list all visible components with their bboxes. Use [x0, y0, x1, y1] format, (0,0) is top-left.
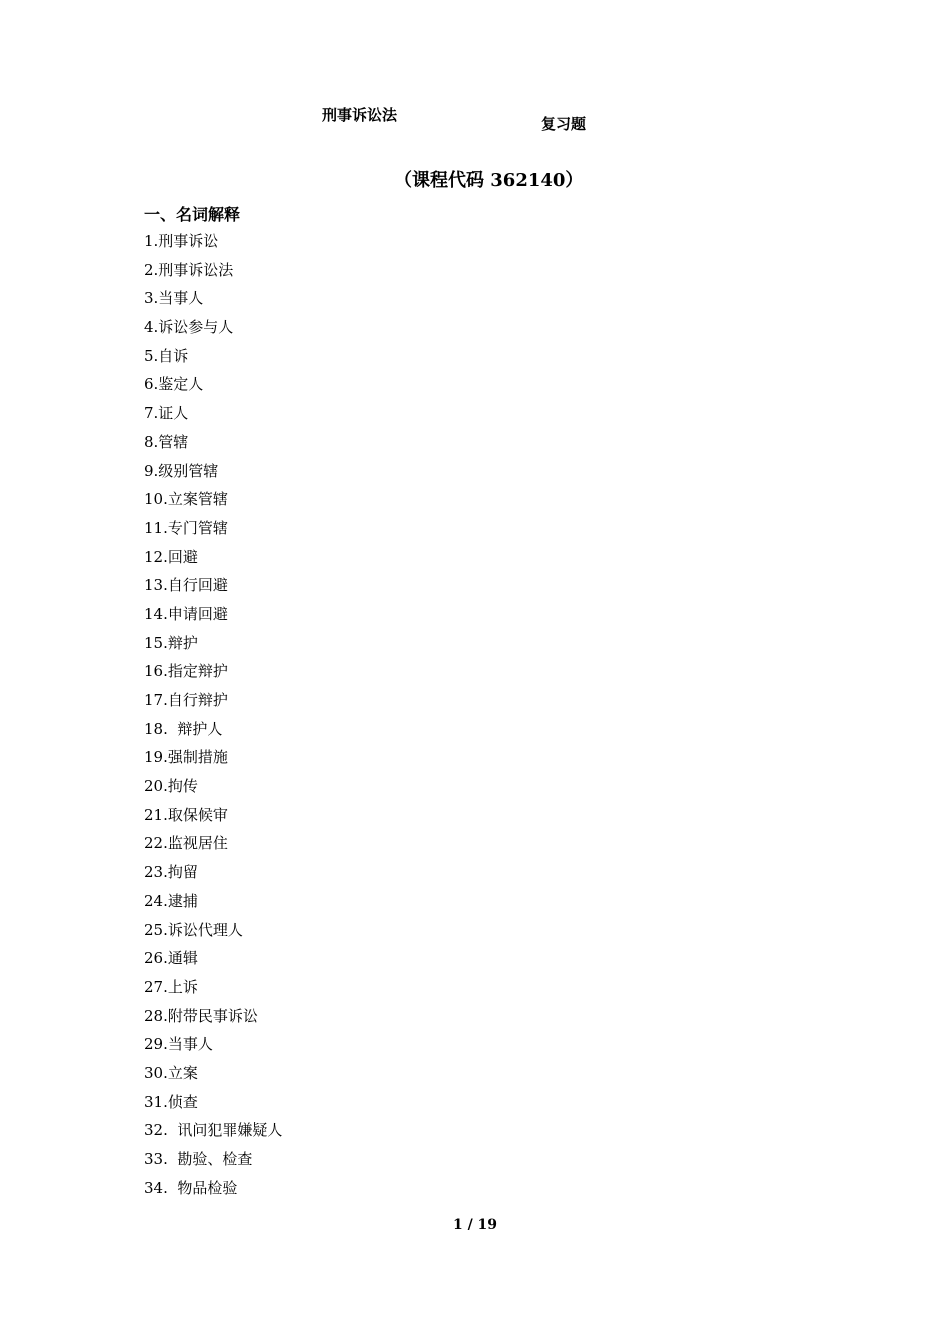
list-item: 25.诉讼代理人	[144, 920, 243, 939]
page-number: 1 / 19	[452, 1217, 498, 1233]
list-item: 33. 勘验、检查	[144, 1150, 253, 1168]
section-heading: 一、名词解释	[144, 205, 241, 224]
list-item: 28.附带民事诉讼	[144, 1006, 258, 1025]
list-item: 23.拘留	[144, 863, 198, 882]
list-item: 29.当事人	[144, 1035, 213, 1054]
list-item: 12.回避	[144, 547, 198, 566]
list-item: 13.自行回避	[144, 576, 228, 595]
list-item: 21.取保候审	[144, 805, 228, 824]
list-item: 24.逮捕	[144, 891, 198, 910]
list-item: 22.监视居住	[144, 834, 228, 853]
term-list	[144, 227, 282, 1202]
list-item: 26.通辑	[144, 949, 198, 968]
list-item: 6.鉴定人	[144, 375, 204, 394]
list-item: 20.拘传	[144, 777, 198, 796]
list-item: 5.自诉	[144, 346, 189, 365]
course-code: （课程代码 362140）	[394, 170, 584, 191]
list-item: 16.指定辩护	[144, 662, 228, 681]
list-item: 18. 辩护人	[144, 719, 223, 738]
list-item: 11.专门管辖	[144, 518, 228, 537]
list-item: 34. 物品检验	[144, 1178, 238, 1197]
list-item: 7.证人	[144, 404, 189, 423]
list-item: 9.级别管辖	[144, 461, 219, 480]
list-item: 17.自行辩护	[144, 691, 228, 709]
list-item: 10.立案管辖	[144, 490, 228, 509]
document-title-right: 复习题	[541, 115, 587, 133]
list-item: 27.上诉	[144, 977, 198, 996]
list-item: 8.管辖	[144, 432, 189, 451]
list-item: 4.诉讼参与人	[144, 318, 234, 337]
list-item: 3.当事人	[144, 289, 204, 308]
list-item: 15.辩护	[144, 633, 198, 652]
list-item: 2.刑事诉讼法	[144, 260, 234, 279]
list-item: 14.申请回避	[144, 604, 228, 623]
list-item: 32. 讯问犯罪嫌疑人	[144, 1121, 283, 1140]
list-item: 30.立案	[144, 1063, 198, 1082]
document-title-left: 刑事诉讼法	[322, 106, 398, 124]
list-item: 19.强制措施	[144, 748, 228, 767]
list-item: 31.侦查	[144, 1092, 198, 1111]
list-item: 1.刑事诉讼	[144, 232, 219, 250]
